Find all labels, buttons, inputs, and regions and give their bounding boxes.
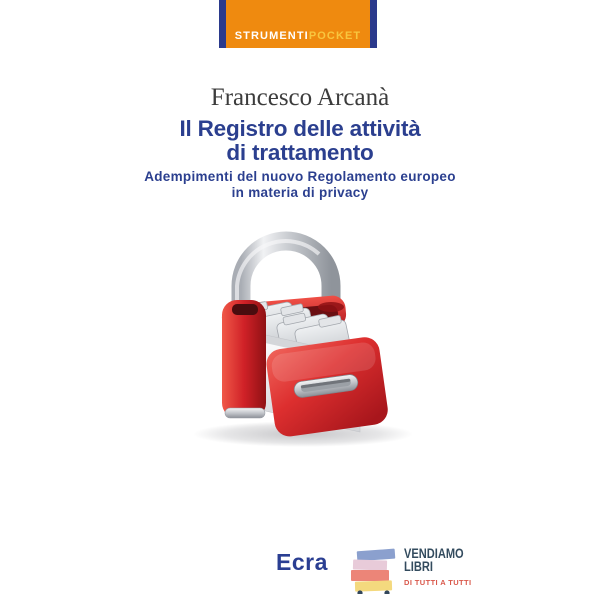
book-cart-icon: [349, 544, 399, 594]
wheel-right: [384, 590, 389, 594]
book-subtitle: [0, 169, 600, 200]
book-subtitle-line1: Adempimenti del nuovo Regolamento europeo: [144, 169, 456, 184]
book-title: [0, 117, 600, 165]
book-title-line2: di trattamento: [226, 140, 374, 165]
author-name: Francesco Arcanà: [210, 84, 390, 111]
book-4: [355, 580, 392, 591]
shackle-socket-left: [232, 304, 258, 315]
shackle-socket-right: [318, 302, 344, 312]
lock-base-strip: [225, 408, 265, 418]
store-tagline: DI TUTTI A TUTTI: [404, 578, 472, 587]
store-name-line2: LIBRI: [404, 558, 433, 574]
book-1: [357, 549, 396, 562]
series-name-part1: STRUMENTI: [234, 30, 309, 42]
book-subtitle-line2: in materia di privacy: [231, 184, 369, 200]
store-logo: [349, 544, 477, 594]
store-logo-text: [404, 544, 477, 587]
lock-body-left: [222, 300, 266, 418]
book-2: [353, 559, 387, 570]
publisher-logo: Ecra: [276, 549, 328, 575]
series-banner: [219, 0, 377, 48]
book-3: [351, 570, 389, 581]
banner-left-bar: [219, 0, 226, 48]
store-name-line1: VENDIAMO: [404, 546, 464, 561]
banner-right-bar: [370, 0, 377, 48]
padlock-filing-drawer-illustration: [178, 228, 428, 453]
book-title-line1: Il Registro delle attività: [179, 116, 421, 141]
banner-label: [226, 0, 370, 48]
series-name-part2: POCKET: [308, 30, 362, 42]
